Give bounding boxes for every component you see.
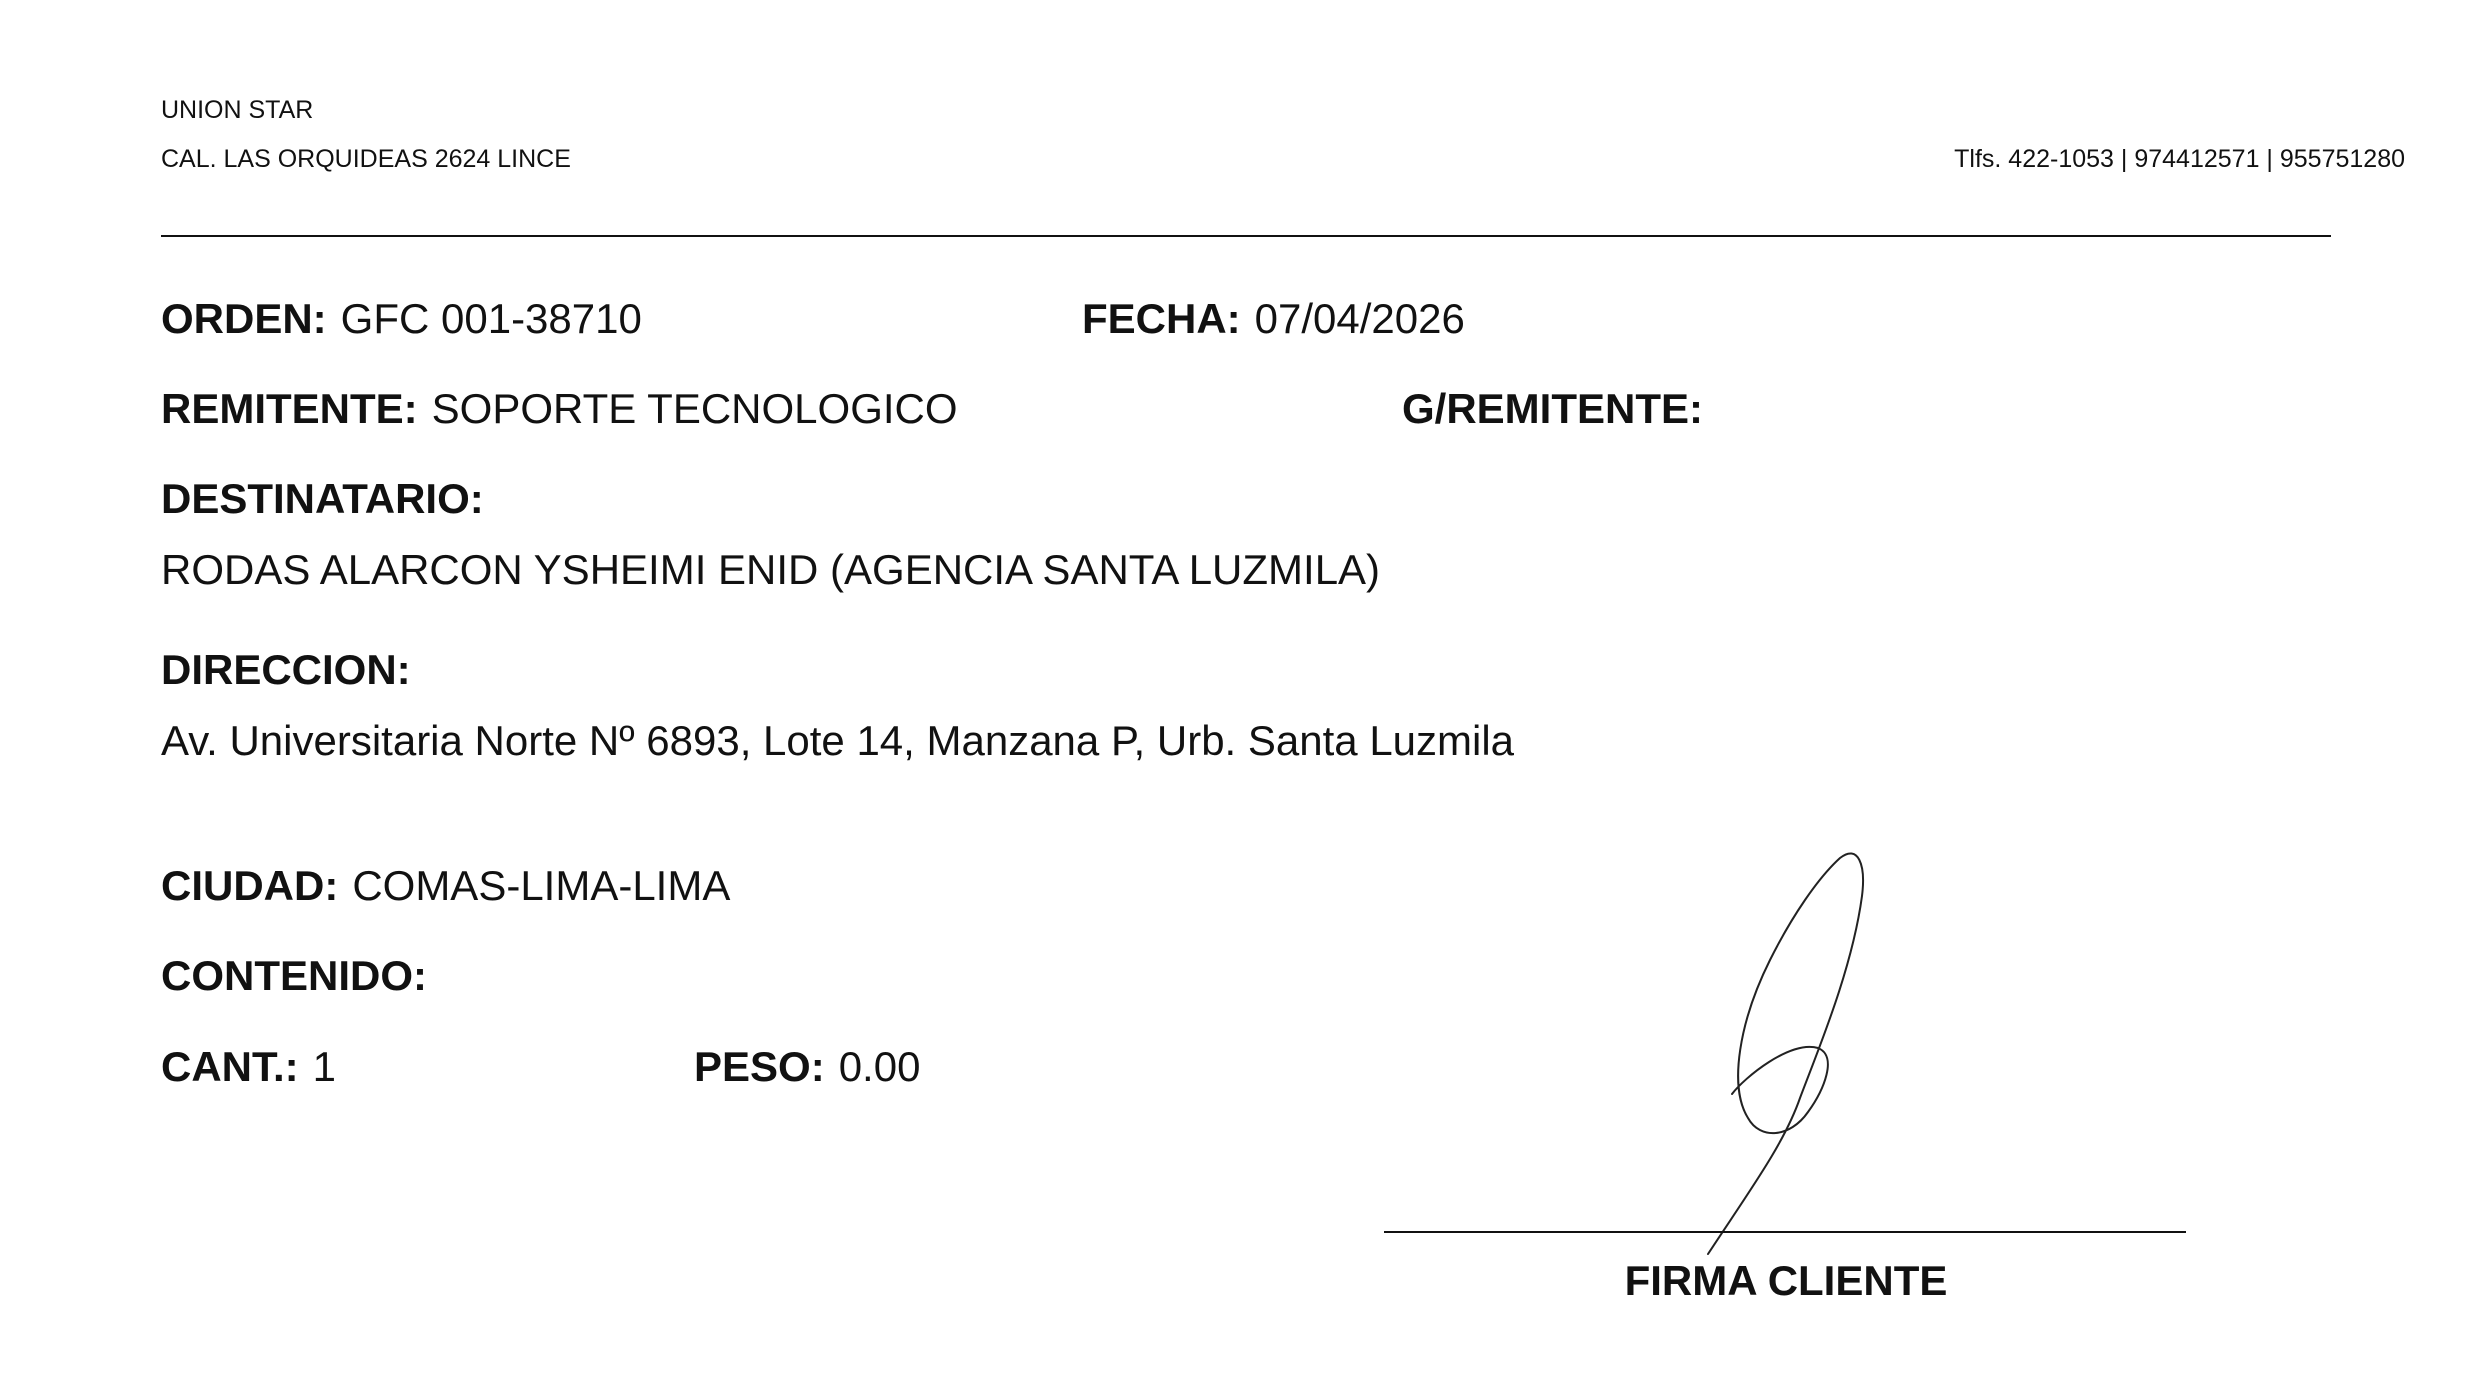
- signature-stroke: [1708, 853, 1863, 1254]
- remitente-label: REMITENTE:: [161, 385, 418, 432]
- g-remitente-label: G/REMITENTE:: [1402, 385, 1703, 432]
- remitente-value: SOPORTE TECNOLOGICO: [431, 385, 958, 432]
- orden-label: ORDEN:: [161, 295, 327, 342]
- orden-field: [161, 294, 642, 344]
- fecha-label: FECHA:: [1082, 295, 1241, 342]
- company-address: CAL. LAS ORQUIDEAS 2624 LINCE: [161, 145, 571, 173]
- ciudad-field: [161, 861, 730, 911]
- signature-line: [1384, 1231, 2186, 1233]
- company-phones: Tlfs. 422-1053 | 974412571 | 955751280: [1954, 145, 2405, 173]
- contenido-field: [161, 951, 441, 1001]
- customer-signature: [1700, 850, 1940, 1270]
- signature-label: FIRMA CLIENTE: [1624, 1257, 1948, 1304]
- direccion-value: Av. Universitaria Norte Nº 6893, Lote 14, Manzana P, Urb. Santa Luzmila: [161, 717, 1515, 764]
- cant-value: 1: [312, 1043, 337, 1090]
- header-divider: [161, 235, 2331, 237]
- g-remitente-field: [1402, 384, 1717, 434]
- company-name: UNION STAR: [161, 96, 314, 124]
- destinatario-value: RODAS ALARCON YSHEIMI ENID (AGENCIA SANTA LUZMILA): [161, 546, 1381, 593]
- remitente-field: [161, 384, 958, 434]
- peso-value: 0.00: [838, 1043, 921, 1090]
- ciudad-label: CIUDAD:: [161, 862, 339, 909]
- ciudad-value: COMAS-LIMA-LIMA: [352, 862, 731, 909]
- fecha-field: [1082, 294, 1465, 344]
- destinatario-label: DESTINATARIO:: [161, 475, 484, 522]
- fecha-value: 07/04/2026: [1254, 295, 1465, 342]
- orden-value: GFC 001-38710: [340, 295, 642, 342]
- peso-label: PESO:: [694, 1043, 825, 1090]
- cant-field: [161, 1042, 336, 1092]
- cant-label: CANT.:: [161, 1043, 299, 1090]
- contenido-label: CONTENIDO:: [161, 952, 427, 999]
- direccion-label: DIRECCION:: [161, 646, 411, 693]
- peso-field: [694, 1042, 920, 1092]
